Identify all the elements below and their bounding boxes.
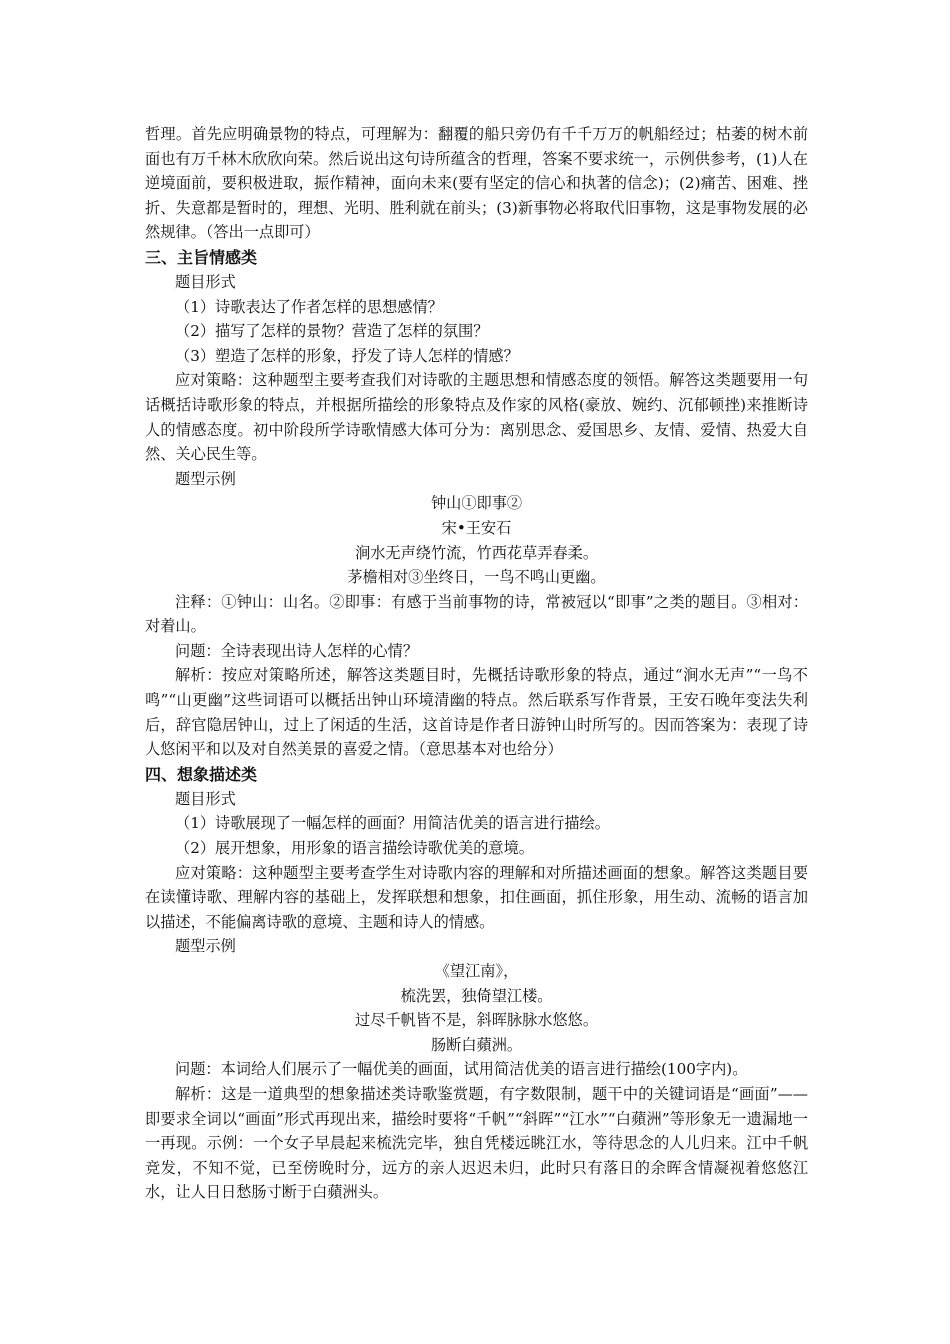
section3-form-label: 题目形式: [175, 272, 236, 291]
section4-form-1: （1）诗歌展现了一幅怎样的画面？用简洁优美的语言进行描绘。: [175, 814, 610, 833]
section4-form-label: 题目形式: [175, 789, 236, 808]
document-page: [145, 122, 808, 1205]
section4-example-label: 题型示例: [175, 937, 236, 956]
section4-question: 问题：本词给人们展示了一幅优美的画面，试用简洁优美的语言进行描绘(100字内)。: [175, 1060, 748, 1079]
section4-strategy: 应对策略：这种题型主要考查学生对诗歌内容的理解和对所描述画面的想象。解答这类题目要在读懂诗歌、理解内容的基础上，发挥联想和想象，扣住画面，抓住形象，用生动、流畅的语言加以描述，不能偏离诗歌的意境、主题和诗人的情感。: [145, 863, 808, 931]
section3-heading: 三、主旨情感类: [145, 247, 258, 267]
section4-form-2: （2）展开想象，用形象的语言描绘诗歌优美的意境。: [175, 839, 534, 858]
section3-strategy: 应对策略：这种题型主要考查我们对诗歌的主题思想和情感态度的领悟。解答这类题要用一句话概括诗歌形象的特点，并根据所描绘的形象特点及作家的风格(豪放、婉约、沉郁顿挫)来推断诗人的情感态度。初中阶段所学诗歌情感大体可分为：离别思念、爱国思乡、友情、爱情、热爱大自然、关心民生等。: [145, 371, 808, 464]
section3-form-1: （1）诗歌表达了作者怎样的思想感情？: [175, 297, 443, 316]
section3-notes: 注释：①钟山：山名。②即事：有感于当前事物的诗，常被冠以“即事”之类的题目。③相对：对着山。: [145, 592, 808, 636]
section3-analysis: 解析：按应对策略所述，解答这类题目时，先概括诗歌形象的特点，通过“涧水无声”“一鸟不鸣”“山更幽”这些词语可以概括出钟山环境清幽的特点。然后联系写作背景，王安石晚年变法失利后，辞官隐居钟山，过上了闲适的生活，这首诗是作者日游钟山时所写的。因而答案为：表现了诗人悠闲平和以及对自然美景的喜爱之情。（意思基本对也给分）: [145, 666, 808, 759]
poem2-line-1: 梳洗罢，独倚望江楼。: [400, 986, 553, 1005]
section4-heading: 四、想象描述类: [145, 764, 258, 784]
section4-analysis: 解析：这是一道典型的想象描述类诗歌鉴赏题，有字数限制，题干中的关键词语是“画面”——即要求全词以“画面”形式再现出来，描绘时要将“千帆”“斜晖”“江水”“白蘋洲”等形象无一遗漏地一一再现。示例：一个女子早晨起来梳洗完毕，独自凭楼远眺江水，等待思念的人儿归来。江中千帆竞发，不知不觉，已至傍晚时分，远方的亲人迟迟未归，此时只有落日的余晖含情凝视着悠悠江水，让人日日愁肠寸断于白蘋洲头。: [145, 1084, 808, 1202]
section3-example-label: 题型示例: [175, 469, 236, 488]
poem1-author: 宋•王安石: [441, 518, 512, 537]
poem2-title: 《望江南》，: [434, 962, 519, 980]
section3-question: 问题：全诗表现出诗人怎样的心情？: [175, 641, 418, 660]
poem1-line-1: 涧水无声绕竹流，竹西花草弄春柔。: [355, 543, 598, 562]
poem2-line-3: 肠断白蘋洲。: [430, 1035, 523, 1054]
section3-form-3: （3）塑造了怎样的形象，抒发了诗人怎样的情感？: [175, 346, 519, 365]
poem1-line-2: 茅檐相对③坐终日，一鸟不鸣山更幽。: [347, 568, 606, 587]
poem2-line-2: 过尽千帆皆不是，斜晖脉脉水悠悠。: [355, 1011, 598, 1030]
poem1-title: 钟山①即事②: [430, 494, 523, 513]
section3-form-2: （2）描写了怎样的景物？营造了怎样的氛围？: [175, 322, 489, 341]
intro-paragraph: 哲理。首先应明确景物的特点，可理解为：翻覆的船只旁仍有千千万万的帆船经过；枯萎的树木前面也有万千林木欣欣向荣。然后说出这句诗所蕴含的哲理，答案不要求统一，示例供参考，(1)人在逆境面前，要积极进取，振作精神，面向未来(要有坚定的信心和执著的信念)；(2)痛苦、困难、挫折、失意都是暂时的，理想、光明、胜利就在前头；(3)新事物必将取代旧事物，这是事物发展的必然规律。（答出一点即可）: [145, 125, 808, 242]
